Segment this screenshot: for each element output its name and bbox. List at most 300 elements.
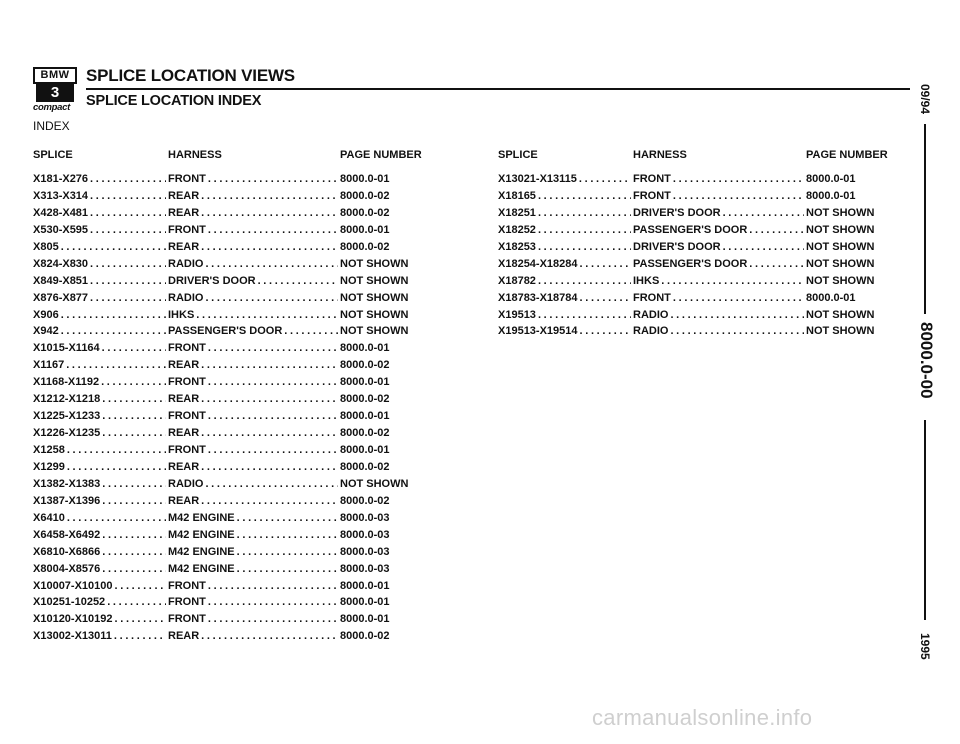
- table-row: [33, 613, 433, 630]
- dot-leader: [102, 427, 166, 439]
- harness-cell: [633, 241, 804, 253]
- dot-leader: [61, 325, 166, 337]
- table-row: [33, 292, 433, 309]
- harness-name: PASSENGER'S DOOR: [633, 257, 748, 270]
- left-header-harness: HARNESS: [168, 149, 222, 161]
- harness-name: M42 ENGINE: [168, 528, 235, 541]
- margin-year: 1995: [918, 633, 932, 660]
- dot-leader: [723, 241, 804, 253]
- table-row: [33, 563, 433, 580]
- page-number: 8000.0-03: [340, 562, 390, 575]
- page-number: 8000.0-01: [340, 223, 390, 236]
- page-number: NOT SHOWN: [340, 325, 409, 338]
- right-header-splice: SPLICE: [498, 149, 538, 161]
- dot-leader: [538, 275, 631, 287]
- harness-cell: [168, 427, 338, 439]
- dot-leader: [115, 580, 166, 592]
- harness-cell: [168, 292, 338, 304]
- dot-leader: [205, 478, 338, 490]
- page-number: NOT SHOWN: [340, 477, 409, 490]
- splice-id: X18253: [498, 240, 536, 253]
- page-number: 8000.0-01: [806, 173, 856, 185]
- splice-cell: [33, 563, 166, 575]
- splice-id: X1168-X1192: [33, 376, 100, 389]
- table-row: [33, 478, 433, 495]
- splice-id: X1212-X1218: [33, 393, 101, 406]
- splice-cell: [498, 190, 631, 202]
- splice-id: X942: [33, 325, 59, 338]
- harness-name: FRONT: [168, 579, 206, 592]
- page-number: NOT SHOWN: [806, 223, 875, 236]
- dot-leader: [580, 258, 631, 270]
- harness-cell: [168, 596, 338, 608]
- dot-leader: [90, 258, 166, 270]
- page-number: NOT SHOWN: [806, 257, 875, 270]
- harness-cell: [168, 190, 338, 202]
- table-row: [33, 580, 433, 597]
- harness-cell: [168, 309, 338, 321]
- dot-leader: [90, 207, 166, 219]
- splice-cell: [33, 596, 166, 608]
- harness-name: M42 ENGINE: [168, 562, 235, 575]
- table-row: [498, 207, 898, 224]
- table-row: [33, 359, 433, 376]
- left-header-splice: SPLICE: [33, 149, 73, 161]
- dot-leader: [673, 292, 804, 304]
- dot-leader: [102, 529, 166, 541]
- dot-leader: [580, 292, 631, 304]
- splice-id: X10120-X10192: [33, 613, 113, 626]
- splice-cell: [33, 546, 166, 558]
- dot-leader: [661, 275, 804, 287]
- splice-id: X1382-X1383: [33, 477, 101, 490]
- splice-id: X18252: [498, 223, 536, 236]
- harness-name: REAR: [168, 393, 200, 406]
- harness-name: REAR: [168, 494, 200, 507]
- dot-leader: [67, 461, 166, 473]
- dot-leader: [538, 241, 631, 253]
- harness-name: RADIO: [168, 291, 204, 304]
- dot-leader: [580, 325, 631, 337]
- splice-cell: [33, 376, 166, 388]
- harness-cell: [633, 224, 804, 236]
- splice-cell: [33, 512, 166, 524]
- harness-name: FRONT: [168, 173, 206, 185]
- table-row: [498, 173, 898, 190]
- dot-leader: [208, 173, 338, 185]
- table-row: [498, 241, 898, 258]
- harness-cell: [168, 512, 338, 524]
- table-row: [33, 461, 433, 478]
- splice-cell: [33, 207, 166, 219]
- left-header-page: PAGE NUMBER: [340, 149, 422, 161]
- dot-leader: [107, 596, 166, 608]
- harness-cell: [168, 359, 338, 371]
- harness-name: RADIO: [633, 308, 669, 321]
- harness-name: M42 ENGINE: [168, 545, 235, 558]
- dot-leader: [208, 580, 338, 592]
- harness-cell: [168, 444, 338, 456]
- dot-leader: [61, 241, 166, 253]
- splice-cell: [33, 258, 166, 270]
- dot-leader: [201, 427, 338, 439]
- harness-cell: [168, 241, 338, 253]
- harness-name: DRIVER'S DOOR: [633, 240, 721, 253]
- dot-leader: [102, 393, 166, 405]
- table-row: [498, 275, 898, 292]
- harness-cell: [633, 173, 804, 185]
- dot-leader: [90, 224, 166, 236]
- harness-cell: [168, 580, 338, 592]
- table-row: [33, 596, 433, 613]
- dot-leader: [538, 207, 631, 219]
- splice-cell: [498, 275, 631, 287]
- table-row: [33, 546, 433, 563]
- harness-cell: [168, 258, 338, 270]
- dot-leader: [673, 173, 804, 185]
- margin-date: 09/94: [918, 84, 932, 115]
- dot-leader: [90, 190, 166, 202]
- dot-leader: [102, 478, 166, 490]
- page-number: 8000.0-02: [340, 630, 390, 643]
- table-row: [33, 241, 433, 258]
- splice-cell: [33, 410, 166, 422]
- splice-id: X8004-X8576: [33, 562, 101, 575]
- dot-leader: [749, 224, 804, 236]
- splice-id: X181-X276: [33, 173, 89, 185]
- table-row: [498, 325, 898, 342]
- harness-name: FRONT: [168, 223, 206, 236]
- dot-leader: [284, 325, 338, 337]
- splice-id: X805: [33, 240, 59, 253]
- page-number: 8000.0-01: [806, 291, 856, 304]
- page-number: NOT SHOWN: [340, 308, 409, 321]
- margin-rule-upper: [924, 124, 926, 314]
- table-row: [33, 444, 433, 461]
- dot-leader: [208, 596, 338, 608]
- page-number: 8000.0-03: [340, 545, 390, 558]
- table-row: [33, 207, 433, 224]
- splice-id: X313-X314: [33, 189, 89, 202]
- table-row: [33, 275, 433, 292]
- harness-name: REAR: [168, 359, 200, 372]
- harness-cell: [168, 461, 338, 473]
- page-number: NOT SHOWN: [806, 274, 875, 287]
- harness-name: REAR: [168, 427, 200, 440]
- page-number: NOT SHOWN: [340, 291, 409, 304]
- dot-leader: [237, 546, 338, 558]
- page-number: 8000.0-01: [340, 342, 390, 355]
- dot-leader: [114, 630, 166, 642]
- harness-cell: [168, 563, 338, 575]
- page-number: 8000.0-01: [340, 444, 390, 456]
- harness-name: REAR: [168, 206, 200, 219]
- table-row: [33, 393, 433, 410]
- dot-leader: [673, 190, 804, 202]
- table-row: [33, 410, 433, 427]
- harness-name: RADIO: [168, 257, 204, 270]
- logo-variant: compact: [33, 102, 70, 113]
- table-row: [498, 190, 898, 207]
- harness-name: REAR: [168, 240, 200, 253]
- harness-name: PASSENGER'S DOOR: [168, 325, 283, 338]
- harness-cell: [168, 410, 338, 422]
- harness-cell: [168, 529, 338, 541]
- splice-id: X428-X481: [33, 206, 89, 219]
- harness-name: PASSENGER'S DOOR: [633, 223, 748, 236]
- page-number: NOT SHOWN: [340, 257, 409, 270]
- right-header-page: PAGE NUMBER: [806, 149, 888, 161]
- splice-cell: [33, 461, 166, 473]
- table-row: [498, 309, 898, 326]
- dot-leader: [237, 512, 338, 524]
- harness-name: FRONT: [168, 444, 206, 456]
- page-number: 8000.0-02: [340, 494, 390, 507]
- dot-leader: [237, 563, 338, 575]
- table-row: [33, 427, 433, 444]
- page-number: 8000.0-01: [340, 376, 390, 389]
- harness-cell: [168, 224, 338, 236]
- page-number: 8000.0-02: [340, 359, 390, 372]
- splice-id: X824-X830: [33, 257, 89, 270]
- splice-id: X1299: [33, 460, 65, 473]
- splice-cell: [33, 241, 166, 253]
- dot-leader: [196, 309, 338, 321]
- splice-cell: [33, 613, 166, 625]
- harness-name: IHKS: [633, 274, 660, 287]
- dot-leader: [102, 342, 166, 354]
- splice-id: X1258: [33, 444, 65, 456]
- dot-leader: [201, 207, 338, 219]
- harness-name: REAR: [168, 630, 200, 643]
- dot-leader: [201, 393, 338, 405]
- harness-name: FRONT: [168, 342, 206, 355]
- dot-leader: [90, 173, 166, 185]
- splice-id: X6458-X6492: [33, 528, 101, 541]
- left-splice-list: [33, 173, 433, 647]
- splice-id: X530-X595: [33, 223, 89, 236]
- table-row: [33, 190, 433, 207]
- dot-leader: [723, 207, 804, 219]
- dot-leader: [67, 512, 166, 524]
- page-number: 8000.0-02: [340, 460, 390, 473]
- harness-cell: [168, 393, 338, 405]
- splice-cell: [498, 325, 631, 337]
- dot-leader: [115, 613, 166, 625]
- logo-model: 3: [36, 84, 74, 102]
- harness-cell: [168, 495, 338, 507]
- table-row: [498, 224, 898, 241]
- dot-leader: [90, 275, 166, 287]
- splice-id: X1225-X1233: [33, 410, 101, 423]
- splice-id: X1015-X1164: [33, 342, 100, 355]
- harness-cell: [168, 173, 338, 185]
- dot-leader: [205, 258, 338, 270]
- harness-name: IHKS: [168, 308, 195, 321]
- splice-id: X18783-X18784: [498, 291, 578, 304]
- page-number: 8000.0-03: [340, 511, 390, 524]
- dot-leader: [237, 529, 338, 541]
- splice-id: X13002-X13011: [33, 630, 112, 643]
- table-row: [33, 630, 433, 647]
- splice-id: X18782: [498, 274, 536, 287]
- table-row: [33, 512, 433, 529]
- splice-cell: [33, 478, 166, 490]
- harness-name: FRONT: [168, 596, 206, 609]
- splice-id: X906: [33, 308, 59, 321]
- harness-cell: [168, 325, 338, 337]
- table-row: [33, 258, 433, 275]
- splice-cell: [33, 580, 166, 592]
- dot-leader: [90, 292, 166, 304]
- page-subtitle: SPLICE LOCATION INDEX: [86, 93, 262, 109]
- splice-id: X19513: [498, 308, 536, 321]
- splice-cell: [33, 359, 166, 371]
- page-number: 8000.0-02: [340, 240, 390, 253]
- page-number: 8000.0-01: [806, 189, 856, 202]
- page-number: 8000.0-02: [340, 189, 390, 202]
- page-number: 8000.0-01: [340, 613, 390, 626]
- dot-leader: [208, 224, 338, 236]
- page-number: 8000.0-01: [340, 410, 390, 423]
- harness-name: FRONT: [633, 291, 671, 304]
- splice-cell: [33, 529, 166, 541]
- harness-cell: [633, 325, 804, 337]
- splice-id: X10251-10252: [33, 596, 106, 609]
- harness-name: REAR: [168, 189, 200, 202]
- right-splice-list: [498, 173, 898, 342]
- harness-cell: [168, 546, 338, 558]
- splice-id: X1167: [33, 359, 65, 372]
- splice-cell: [33, 292, 166, 304]
- page-number: 8000.0-02: [340, 393, 390, 406]
- page-title: SPLICE LOCATION VIEWS: [86, 66, 295, 85]
- table-row: [498, 258, 898, 275]
- dot-leader: [670, 325, 804, 337]
- dot-leader: [538, 309, 631, 321]
- table-row: [33, 325, 433, 342]
- dot-leader: [61, 309, 166, 321]
- header-divider: [86, 88, 910, 90]
- harness-name: FRONT: [633, 189, 671, 202]
- splice-cell: [33, 630, 166, 642]
- harness-cell: [168, 630, 338, 642]
- splice-cell: [498, 224, 631, 236]
- splice-cell: [33, 190, 166, 202]
- page-number: NOT SHOWN: [806, 206, 875, 219]
- harness-name: FRONT: [168, 613, 206, 626]
- logo-brand: BMW: [33, 67, 77, 84]
- dot-leader: [201, 461, 338, 473]
- harness-cell: [168, 478, 338, 490]
- splice-cell: [33, 444, 166, 456]
- splice-cell: [498, 309, 631, 321]
- page-number: 8000.0-03: [340, 528, 390, 541]
- dot-leader: [102, 495, 166, 507]
- splice-id: X18165: [498, 189, 536, 202]
- right-header-harness: HARNESS: [633, 149, 687, 161]
- dot-leader: [579, 173, 631, 185]
- table-row: [33, 529, 433, 546]
- dot-leader: [208, 342, 338, 354]
- harness-cell: [168, 376, 338, 388]
- harness-name: REAR: [168, 460, 200, 473]
- table-row: [33, 224, 433, 241]
- harness-cell: [168, 275, 338, 287]
- dot-leader: [258, 275, 338, 287]
- dot-leader: [208, 376, 338, 388]
- splice-id: X876-X877: [33, 291, 89, 304]
- dot-leader: [670, 309, 804, 321]
- dot-leader: [67, 444, 166, 456]
- watermark-text: carmanualsonline.info: [592, 705, 813, 730]
- page-number: 8000.0-01: [340, 173, 390, 185]
- dot-leader: [538, 224, 631, 236]
- harness-name: RADIO: [168, 477, 204, 490]
- dot-leader: [201, 359, 338, 371]
- harness-cell: [168, 613, 338, 625]
- splice-id: X6810-X6866: [33, 545, 101, 558]
- splice-cell: [498, 173, 631, 185]
- dot-leader: [201, 190, 338, 202]
- harness-name: FRONT: [168, 410, 206, 423]
- harness-cell: [633, 258, 804, 270]
- dot-leader: [749, 258, 804, 270]
- harness-cell: [633, 309, 804, 321]
- splice-id: X849-X851: [33, 274, 89, 287]
- splice-cell: [33, 325, 166, 337]
- harness-name: M42 ENGINE: [168, 511, 235, 524]
- dot-leader: [208, 444, 338, 456]
- splice-cell: [33, 173, 166, 185]
- dot-leader: [208, 613, 338, 625]
- splice-cell: [498, 292, 631, 304]
- splice-cell: [33, 495, 166, 507]
- splice-cell: [33, 427, 166, 439]
- dot-leader: [101, 376, 166, 388]
- splice-cell: [498, 207, 631, 219]
- page-number: 8000.0-02: [340, 206, 390, 219]
- splice-id: X10007-X10100: [33, 579, 113, 592]
- splice-cell: [498, 241, 631, 253]
- splice-cell: [33, 275, 166, 287]
- margin-rule-lower: [924, 420, 926, 620]
- harness-name: DRIVER'S DOOR: [633, 206, 721, 219]
- section-label: INDEX: [33, 119, 70, 133]
- splice-id: X18254-X18284: [498, 257, 578, 270]
- harness-cell: [168, 342, 338, 354]
- table-row: [33, 342, 433, 359]
- splice-id: X18251: [498, 206, 536, 219]
- dot-leader: [208, 410, 338, 422]
- harness-cell: [633, 207, 804, 219]
- page-number: 8000.0-01: [340, 596, 390, 609]
- splice-cell: [33, 309, 166, 321]
- dot-leader: [102, 546, 166, 558]
- harness-cell: [633, 292, 804, 304]
- table-row: [33, 376, 433, 393]
- splice-id: X1387-X1396: [33, 494, 101, 507]
- splice-id: X1226-X1235: [33, 427, 101, 440]
- table-row: [498, 292, 898, 309]
- dot-leader: [201, 241, 338, 253]
- harness-cell: [633, 190, 804, 202]
- page-number: 8000.0-02: [340, 427, 390, 440]
- dot-leader: [66, 359, 166, 371]
- page-number: 8000.0-01: [340, 579, 390, 592]
- harness-cell: [168, 207, 338, 219]
- harness-cell: [633, 275, 804, 287]
